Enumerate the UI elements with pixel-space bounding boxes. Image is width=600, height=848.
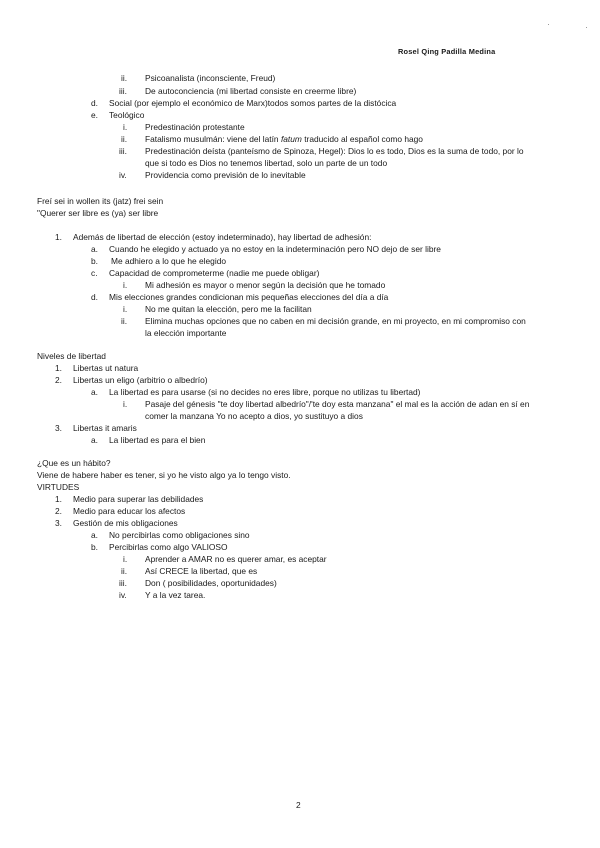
- list-item: Percibirlas como algo VALIOSO: [109, 542, 228, 552]
- list-item: Elimina muchas opciones que no caben en mi decisión grande, en mi proyecto, en mi compromiso con: [145, 316, 526, 326]
- list-marker: 1.: [55, 232, 62, 242]
- list-item: Pasaje del génesis "te doy libertad albedrío"/'te doy esta manzana" el mal es la acción de adan en sí en: [145, 399, 530, 409]
- list-marker: ii.: [121, 566, 128, 576]
- list-item: Social (por ejemplo el económico de Marx)todos somos partes de la distócica: [109, 98, 397, 108]
- list-item: Gestión de mis obligaciones: [73, 518, 178, 528]
- list-item: De autoconciencia (mi libertad consiste en creerme libre): [145, 86, 357, 96]
- list-marker: ii.: [121, 316, 128, 326]
- paragraph: Viene de habere haber es tener, si yo he visto algo ya lo tengo visto.: [37, 470, 291, 480]
- list-item: Teológico: [109, 110, 145, 120]
- list-marker: iii.: [119, 578, 127, 588]
- quote-german: Freí sei in wollen its (jatz) frei sein: [37, 196, 164, 206]
- list-item: Medio para educar los afectos: [73, 506, 186, 516]
- list-marker: d.: [91, 292, 98, 302]
- list-marker: iii.: [119, 146, 127, 156]
- list-marker: 3.: [55, 518, 62, 528]
- list-item: Fatalismo musulmán: viene del latín fatum traducido al español como hago: [145, 134, 423, 144]
- list-item: Libertas it amaris: [73, 423, 137, 433]
- list-marker: i.: [123, 554, 128, 564]
- list-item: Medio para superar las debilidades: [73, 494, 204, 504]
- author-header: Rosel Qing Padilla Medina: [398, 47, 496, 56]
- list-marker: i.: [123, 280, 128, 290]
- list-item: Providencia como previsión de lo inevitable: [145, 170, 306, 180]
- list-item: Predestinación deísta (panteísmo de Spinoza, Hegel): Dios lo es todo, Dios es la suma de todo, por lo: [145, 146, 524, 156]
- list-item: Psicoanalista (inconsciente, Freud): [145, 73, 276, 83]
- list-marker: iv.: [119, 170, 127, 180]
- list-marker: ii.: [121, 134, 128, 144]
- list-marker: b.: [91, 256, 98, 266]
- list-marker: 1.: [55, 494, 62, 504]
- section-heading-habito: ¿Que es un hábito?: [37, 458, 111, 468]
- list-marker: e.: [91, 110, 98, 120]
- list-item: La libertad es para usarse (si no decides no eres libre, porque no utilizas tu libertad): [109, 387, 421, 397]
- list-item: Mis elecciones grandes condicionan mis pequeñas elecciones del día a día: [109, 292, 389, 302]
- list-marker: i.: [123, 304, 128, 314]
- list-marker: 3.: [55, 423, 62, 433]
- list-marker: i.: [123, 399, 128, 409]
- list-marker: c.: [91, 268, 98, 278]
- list-item: No percibirlas como obligaciones sino: [109, 530, 250, 540]
- section-heading-virtudes: VIRTUDES: [37, 482, 80, 492]
- list-item: Me adhiero a lo que he elegido: [111, 256, 227, 266]
- list-marker: a.: [91, 435, 98, 445]
- list-marker: a.: [91, 244, 98, 254]
- list-item: Y a la vez tarea.: [145, 590, 206, 600]
- list-item: Además de libertad de elección (estoy indeterminado), hay libertad de adhesión:: [73, 232, 372, 242]
- list-item: Capacidad de comprometerme (nadie me puede obligar): [109, 268, 320, 278]
- list-item: Aprender a AMAR no es querer amar, es aceptar: [145, 554, 327, 564]
- list-marker: d.: [91, 98, 98, 108]
- list-marker: 2.: [55, 506, 62, 516]
- list-item: Don ( posibilidades, oportunidades): [145, 578, 277, 588]
- list-item: La libertad es para el bien: [109, 435, 206, 445]
- list-marker: 2.: [55, 375, 62, 385]
- list-marker: 1.: [55, 363, 62, 373]
- list-marker: i.: [123, 122, 128, 132]
- list-marker: ii.: [121, 73, 128, 83]
- scan-speck: [548, 24, 549, 25]
- list-marker: a.: [91, 387, 98, 397]
- list-item-continuation: comer la manzana Yo no acepto a dios, yo sustituyo a dios: [145, 411, 363, 421]
- list-item: Mi adhesión es mayor o menor según la decisión que he tomado: [145, 280, 386, 290]
- list-item-continuation: que si todo es Dios no tenemos libertad, solo un parte de un todo: [145, 158, 388, 168]
- list-marker: a.: [91, 530, 98, 540]
- list-item: Cuando he elegido y actuado ya no estoy en la indeterminación pero NO dejo de ser libre: [109, 244, 441, 254]
- list-marker: iv.: [119, 590, 127, 600]
- list-item: No me quitan la elección, pero me la facilitan: [145, 304, 312, 314]
- list-item: Libertas un eligo (arbitrio o albedrío): [73, 375, 208, 385]
- list-item: Libertas ut natura: [73, 363, 139, 373]
- list-marker: iii.: [119, 86, 127, 96]
- list-item: Así CRECE la libertad, que es: [145, 566, 258, 576]
- section-heading-niveles: Niveles de libertad: [37, 351, 106, 361]
- scan-speck: [586, 27, 587, 28]
- list-marker: b.: [91, 542, 98, 552]
- list-item-continuation: la elección importante: [145, 328, 227, 338]
- list-item: Predestinación protestante: [145, 122, 245, 132]
- page-number: 2: [296, 800, 301, 810]
- quote-spanish: "Querer ser libre es (ya) ser libre: [37, 208, 159, 218]
